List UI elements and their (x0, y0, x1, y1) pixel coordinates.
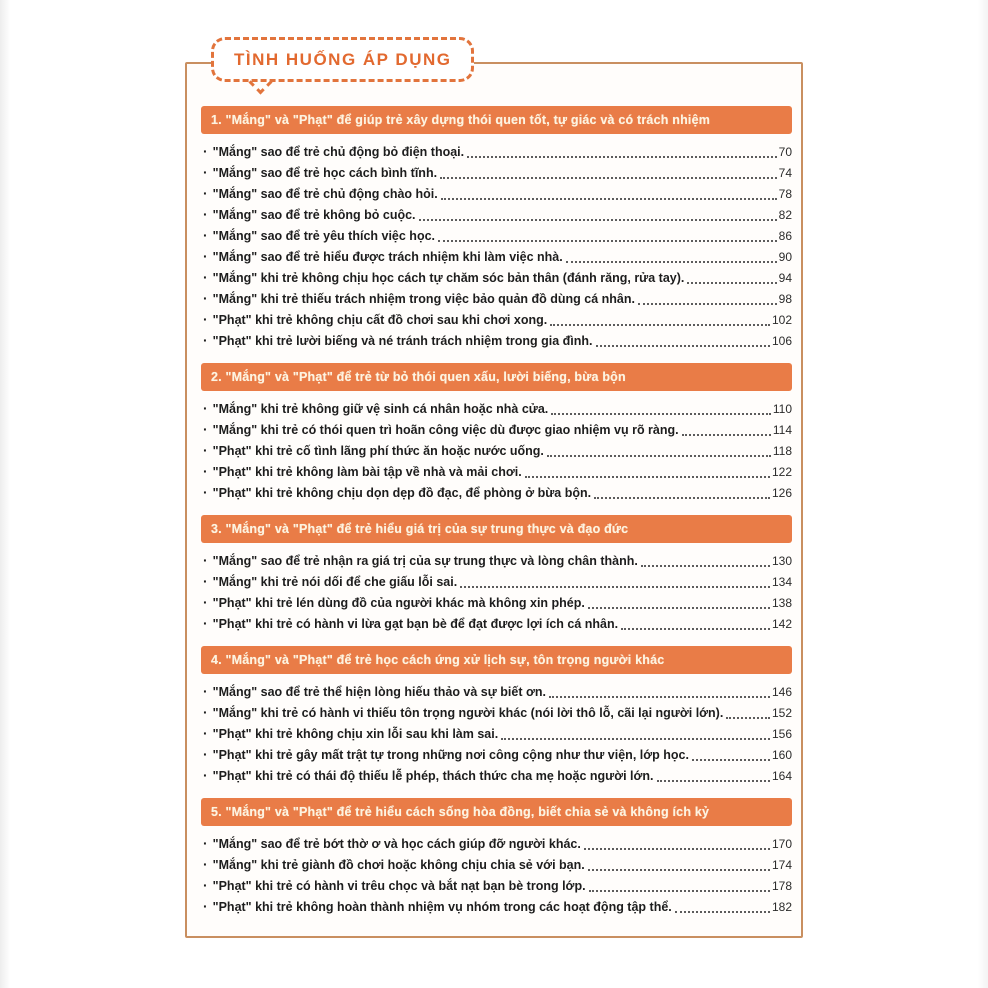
section-entries (201, 141, 792, 351)
bullet-icon: · (203, 332, 208, 348)
dotted-leader (726, 717, 770, 719)
toc-entry (201, 744, 792, 765)
toc-entry (201, 419, 792, 440)
page-number: 110 (772, 402, 792, 416)
toc-entry-text: "Mắng" sao để trẻ không bỏ cuộc. (212, 208, 416, 222)
toc-entry-text: "Mắng" sao để trẻ nhận ra giá trị của sự trung thực và lòng chân thành. (212, 554, 638, 568)
bullet-icon: · (203, 484, 208, 500)
bullet-icon: · (203, 206, 208, 222)
section-header: 1. "Mắng" và "Phạt" để giúp trẻ xây dựng thói quen tốt, tự giác và có trách nhiệm (201, 106, 792, 134)
page-number: 130 (771, 554, 792, 568)
bullet-icon: · (203, 442, 208, 458)
page-number: 170 (771, 837, 792, 851)
toc-entry-text: "Mắng" khi trẻ nói dối để che giấu lỗi sai. (212, 575, 458, 589)
dotted-leader (641, 565, 770, 567)
dotted-leader (594, 497, 770, 499)
toc-entry-text: "Mắng" sao để trẻ chủ động bỏ điện thoại. (212, 145, 465, 159)
toc-entry (201, 288, 792, 309)
toc-entry (201, 571, 792, 592)
page-number: 114 (772, 423, 792, 437)
section-header: 5. "Mắng" và "Phạt" để trẻ hiểu cách sống hòa đồng, biết chia sẻ và không ích kỷ (201, 798, 792, 826)
toc-entry-text: "Mắng" sao để trẻ học cách bình tĩnh. (212, 166, 438, 180)
toc-entry-text: "Phạt" khi trẻ lén dùng đồ của người khác mà không xin phép. (212, 596, 585, 610)
dotted-leader (525, 476, 770, 478)
dotted-leader (584, 848, 770, 850)
toc-entry (201, 246, 792, 267)
dotted-leader (550, 324, 770, 326)
bullet-icon: · (203, 898, 208, 914)
toc-entry (201, 482, 792, 503)
toc (201, 106, 792, 917)
section-header: 3. "Mắng" và "Phạt" để trẻ hiểu giá trị của sự trung thực và đạo đức (201, 515, 792, 543)
toc-entry-text: "Phạt" khi trẻ không làm bài tập về nhà và mải chơi. (212, 465, 522, 479)
toc-entry-text: "Mắng" sao để trẻ bớt thờ ơ và học cách giúp đỡ người khác. (212, 837, 581, 851)
toc-entry (201, 440, 792, 461)
toc-entry (201, 681, 792, 702)
dotted-leader (441, 198, 777, 200)
bullet-icon: · (203, 227, 208, 243)
toc-entry (201, 833, 792, 854)
toc-entry-text: "Phạt" khi trẻ không hoàn thành nhiệm vụ nhóm trong các hoạt động tập thể. (212, 900, 672, 914)
dotted-leader (687, 282, 776, 284)
bullet-icon: · (203, 552, 208, 568)
toc-entry-text: "Phạt" khi trẻ không chịu xin lỗi sau khi làm sai. (212, 727, 499, 741)
bullet-icon: · (203, 746, 208, 762)
toc-entry-text: "Phạt" khi trẻ cố tình lãng phí thức ăn hoặc nước uống. (212, 444, 544, 458)
toc-entry-text: "Mắng" sao để trẻ chủ động chào hỏi. (212, 187, 438, 201)
toc-entry-text: "Mắng" khi trẻ có thói quen trì hoãn công việc dù được giao nhiệm vụ rõ ràng. (212, 423, 679, 437)
dotted-leader (638, 303, 777, 305)
bullet-icon: · (203, 767, 208, 783)
bullet-icon: · (203, 615, 208, 631)
toc-entry-text: "Phạt" khi trẻ gây mất trật tự trong những nơi công cộng như thư viện, lớp học. (212, 748, 689, 762)
page-number: 156 (771, 727, 792, 741)
bullet-icon: · (203, 269, 208, 285)
toc-entry (201, 330, 792, 351)
page-number: 146 (771, 685, 792, 699)
toc-entry (201, 204, 792, 225)
dotted-leader (675, 911, 770, 913)
bullet-icon: · (203, 573, 208, 589)
toc-entry (201, 162, 792, 183)
bullet-icon: · (203, 248, 208, 264)
bullet-icon: · (203, 185, 208, 201)
toc-section (201, 515, 792, 634)
toc-entry-text: "Phạt" khi trẻ không chịu cất đồ chơi sau khi chơi xong. (212, 313, 548, 327)
page-number: 178 (771, 879, 792, 893)
dotted-leader (588, 607, 770, 609)
bullet-icon: · (203, 143, 208, 159)
bullet-icon: · (203, 594, 208, 610)
toc-entry (201, 854, 792, 875)
toc-entry-text: "Mắng" sao để trẻ thể hiện lòng hiếu thảo và sự biết ơn. (212, 685, 546, 699)
dotted-leader (692, 759, 770, 761)
bullet-icon: · (203, 704, 208, 720)
toc-entry-text: "Phạt" khi trẻ có hành vi lừa gạt bạn bè để đạt được lợi ích cá nhân. (212, 617, 619, 631)
page-number: 90 (778, 250, 792, 264)
toc-entry-text: "Mắng" sao để trẻ yêu thích việc học. (212, 229, 435, 243)
bullet-icon: · (203, 463, 208, 479)
page-number: 82 (778, 208, 792, 222)
bullet-icon: · (203, 290, 208, 306)
page-number: 126 (771, 486, 792, 500)
dotted-leader (589, 890, 770, 892)
page-number: 134 (771, 575, 792, 589)
toc-entry (201, 309, 792, 330)
section-entries (201, 833, 792, 917)
bullet-icon: · (203, 877, 208, 893)
toc-section (201, 106, 792, 351)
toc-content-box (185, 50, 803, 938)
dotted-leader (549, 696, 770, 698)
page-number: 182 (771, 900, 792, 914)
toc-entry-text: "Phạt" khi trẻ không chịu dọn dẹp đồ đạc, để phòng ở bừa bộn. (212, 486, 592, 500)
dotted-leader (501, 738, 770, 740)
toc-entry (201, 550, 792, 571)
bullet-icon: · (203, 164, 208, 180)
dotted-leader (682, 434, 771, 436)
toc-section (201, 798, 792, 917)
section-entries (201, 398, 792, 503)
section-entries (201, 681, 792, 786)
dotted-leader (440, 177, 777, 179)
page-number: 94 (778, 271, 792, 285)
toc-entry-text: "Mắng" khi trẻ có hành vi thiếu tôn trọng người khác (nói lời thô lỗ, cãi lại người lớn). (212, 706, 724, 720)
page-number: 174 (771, 858, 792, 872)
page-number: 164 (771, 769, 792, 783)
speech-bubble-tail-icon (248, 70, 272, 94)
page-number: 106 (771, 334, 792, 348)
page-number: 102 (771, 313, 792, 327)
toc-entry (201, 613, 792, 634)
page-number: 152 (771, 706, 792, 720)
dotted-leader (460, 586, 770, 588)
toc-entry (201, 461, 792, 482)
toc-entry-text: "Phạt" khi trẻ lười biếng và né tránh trách nhiệm trong gia đình. (212, 334, 593, 348)
toc-entry-text: "Mắng" sao để trẻ hiểu được trách nhiệm khi làm việc nhà. (212, 250, 563, 264)
page-number: 122 (771, 465, 792, 479)
toc-section (201, 363, 792, 503)
toc-entry (201, 141, 792, 162)
tinh-huong-ap-dung-badge (211, 37, 474, 82)
dotted-leader (596, 345, 770, 347)
dotted-leader (467, 156, 777, 158)
toc-entry (201, 702, 792, 723)
page-number: 98 (778, 292, 792, 306)
bullet-icon: · (203, 725, 208, 741)
dotted-leader (588, 869, 770, 871)
bullet-icon: · (203, 400, 208, 416)
toc-entry-text: "Mắng" khi trẻ giành đồ chơi hoặc không chịu chia sẻ với bạn. (212, 858, 585, 872)
dotted-leader (419, 219, 777, 221)
toc-entry (201, 896, 792, 917)
badge-label: TÌNH HUỐNG ÁP DỤNG (234, 50, 452, 69)
page-number: 86 (778, 229, 792, 243)
toc-entry-text: "Phạt" khi trẻ có thái độ thiếu lễ phép, thách thức cha mẹ hoặc người lớn. (212, 769, 654, 783)
dotted-leader (438, 240, 777, 242)
toc-entry (201, 875, 792, 896)
bullet-icon: · (203, 835, 208, 851)
page-number: 78 (778, 187, 792, 201)
toc-entry (201, 398, 792, 419)
page-number: 160 (771, 748, 792, 762)
toc-entry-text: "Phạt" khi trẻ có hành vi trêu chọc và bắt nạt bạn bè trong lớp. (212, 879, 586, 893)
toc-section (201, 646, 792, 786)
page-number: 118 (772, 444, 792, 458)
dotted-leader (566, 261, 777, 263)
section-entries (201, 550, 792, 634)
page-number: 142 (771, 617, 792, 631)
dotted-leader (657, 780, 770, 782)
page-number: 74 (778, 166, 792, 180)
bullet-icon: · (203, 421, 208, 437)
toc-entry-text: "Mắng" khi trẻ không chịu học cách tự chăm sóc bản thân (đánh răng, rửa tay). (212, 271, 685, 285)
dotted-leader (621, 628, 770, 630)
toc-entry (201, 225, 792, 246)
bullet-icon: · (203, 311, 208, 327)
section-header: 2. "Mắng" và "Phạt" để trẻ từ bỏ thói quen xấu, lười biếng, bừa bộn (201, 363, 792, 391)
toc-entry-text: "Mắng" khi trẻ thiếu trách nhiệm trong việc bảo quản đồ dùng cá nhân. (212, 292, 635, 306)
dotted-leader (547, 455, 771, 457)
page-number: 70 (778, 145, 792, 159)
bullet-icon: · (203, 856, 208, 872)
toc-entry-text: "Mắng" khi trẻ không giữ vệ sinh cá nhân hoặc nhà cửa. (212, 402, 549, 416)
section-header: 4. "Mắng" và "Phạt" để trẻ học cách ứng xử lịch sự, tôn trọng người khác (201, 646, 792, 674)
bullet-icon: · (203, 683, 208, 699)
toc-entry (201, 765, 792, 786)
toc-entry (201, 267, 792, 288)
toc-entry (201, 183, 792, 204)
toc-entry (201, 592, 792, 613)
toc-entry (201, 723, 792, 744)
page-number: 138 (771, 596, 792, 610)
dotted-leader (551, 413, 771, 415)
